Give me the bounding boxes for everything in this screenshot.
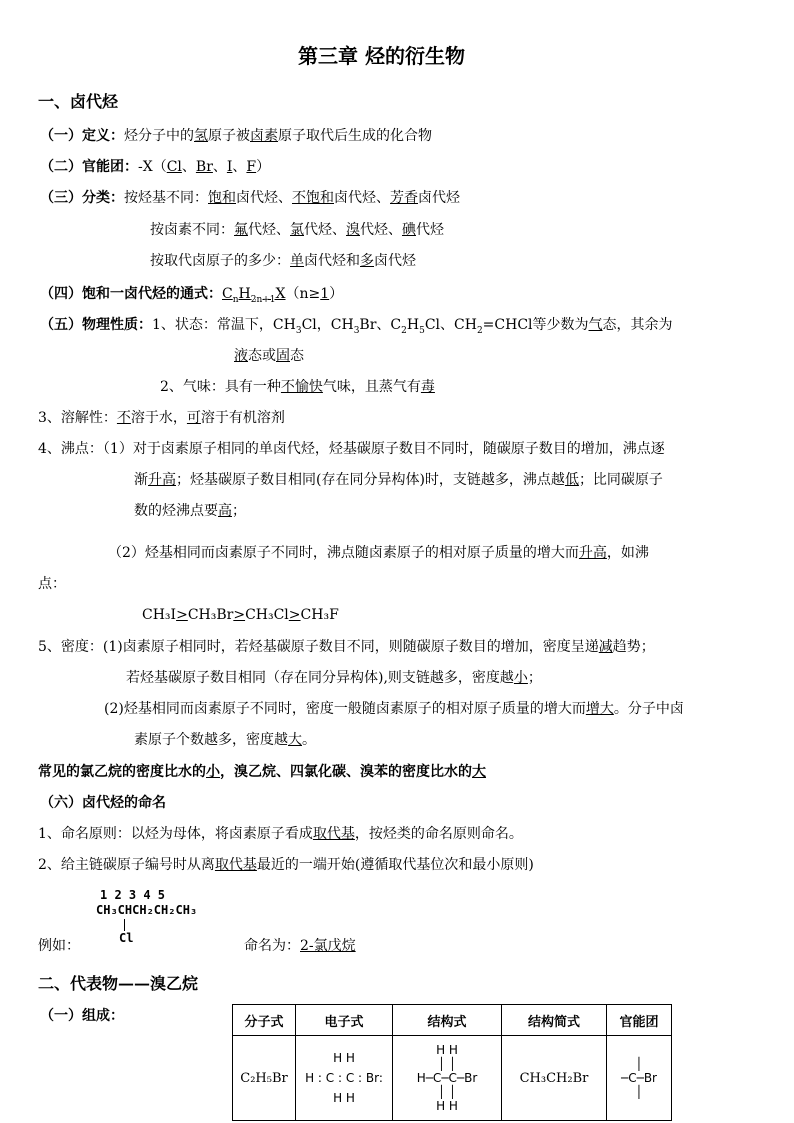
table-header: 官能团 — [607, 1005, 672, 1036]
table-header: 电子式 — [296, 1005, 393, 1036]
boiling-line-2: 渐升高；烃基碳原子数目相同(存在同分异构体)时，支链越多，沸点越低；比同碳原子 — [134, 472, 663, 488]
chain-chlorine: Cl — [119, 931, 134, 945]
section-heading-2: 二、代表物——溴乙烷 — [38, 974, 199, 993]
density-line-3: (2)烃基相同而卤素原子不同时，密度一般随卤素原子的相对原子质量的增大而增大。分子中卤 — [104, 701, 684, 717]
boiling-line-1: 4、沸点：（1）对于卤素原子相同的单卤代烃，烃基碳原子数目不同时，随碳原子数目的增加，沸点逐 — [38, 441, 665, 457]
boiling-order-line: CH₃I>CH₃Br>CH₃Cl>CH₃F — [142, 607, 339, 623]
density-line-4: 素原子个数越多，密度越大。 — [134, 732, 316, 748]
general-formula: $C_nH_{2n+1}X$ — [222, 286, 286, 305]
naming-heading: （六）卤代烃的命名 — [40, 795, 166, 811]
boiling-line-4: （2）烃基相同而卤素原子不同时，沸点随卤素原子的相对原子质量的增大而升高，如沸 — [108, 545, 649, 561]
naming-rule-2: 2、给主链碳原子编号时从离取代基最近的一端开始(遵循取代基位次和最小原则) — [38, 857, 534, 873]
electron-formula-cell: H H H : C : C : Br: H H — [296, 1036, 393, 1121]
page-title: 第三章 烃的衍生物 — [298, 44, 465, 68]
solubility-line: 3、溶解性：不溶于水，可溶于有机溶剂 — [38, 410, 285, 426]
physical-state-line-2: 液态或固态 — [234, 348, 304, 364]
definition-line: （一）定义：烃分子中的氢原子被卤素原子取代后生成的化合物 — [40, 128, 432, 144]
table-header: 结构式 — [393, 1005, 502, 1036]
chain-numbers: 1 2 3 4 5 — [100, 888, 166, 902]
classification-line-2: 按卤素不同：氟代烃、氯代烃、溴代烃、碘代烃 — [150, 222, 444, 238]
general-formula-line: （四）饱和一卤代烃的通式：$C_nH_{2n+1}X(n\ge 1)$ — [40, 286, 344, 305]
molecular-formula-cell: C₂H₅Br — [233, 1036, 296, 1121]
functional-group-cell: │ ─C─Br │ — [607, 1036, 672, 1121]
structural-formula-cell: H H │ │ H─C─C─Br │ │ H H — [393, 1036, 502, 1121]
chain-bond — [124, 919, 125, 931]
table-header: 分子式 — [233, 1005, 296, 1036]
table-header-row — [233, 1005, 672, 1036]
classification-line-1: （三）分类：按烃基不同：饱和卤代烃、不饱和卤代烃、芳香卤代烃 — [40, 190, 460, 206]
example-label: 例如： — [38, 938, 80, 954]
table-header: 结构简式 — [502, 1005, 607, 1036]
odor-line: 2、气味：具有一种不愉快气味，且蒸气有毒 — [160, 379, 435, 395]
naming-rule-1: 1、命名原则：以烃为母体，将卤素原子看成取代基，按烃类的命名原则命名。 — [38, 826, 523, 842]
density-line-2: 若烃基碳原子数目相同（存在同分异构体),则支链越多，密度越小； — [126, 670, 542, 686]
chain-formula: CH₃CHCH₂CH₂CH₃ — [96, 903, 198, 917]
composition-heading: （一）组成： — [40, 1008, 124, 1024]
boiling-line-5: 点： — [38, 576, 66, 592]
density-summary-line: 常见的氯乙烷的密度比水的小，溴乙烷、四氯化碳、溴苯的密度比水的大 — [38, 764, 486, 780]
table-row — [233, 1036, 672, 1121]
classification-line-3: 按取代卤原子的多少：单卤代烃和多卤代烃 — [150, 253, 416, 269]
example-name-line: 命名为：2-氯戊烷 — [244, 938, 356, 954]
density-line-1: 5、密度：(1)卤素原子相同时，若烃基碳原子数目不同，则随碳原子数目的增加，密度呈递减趋势； — [38, 639, 655, 655]
boiling-line-3: 数的烃沸点要高； — [134, 503, 246, 519]
physical-state-line: （五）物理性质：1、状态：常温下，$CH_3Cl$，$CH_3Br$、$C_2H_5Cl$、$CH_2=CHCl$等少数为气态，其余为 — [40, 317, 673, 336]
bromoethane-table — [232, 1004, 672, 1121]
functional-group-line: （二）官能团：-X（Cl、Br、I、F） — [40, 159, 271, 175]
condensed-formula-cell: CH₃CH₂Br — [502, 1036, 607, 1121]
section-heading-1: 一、卤代烃 — [38, 92, 119, 111]
